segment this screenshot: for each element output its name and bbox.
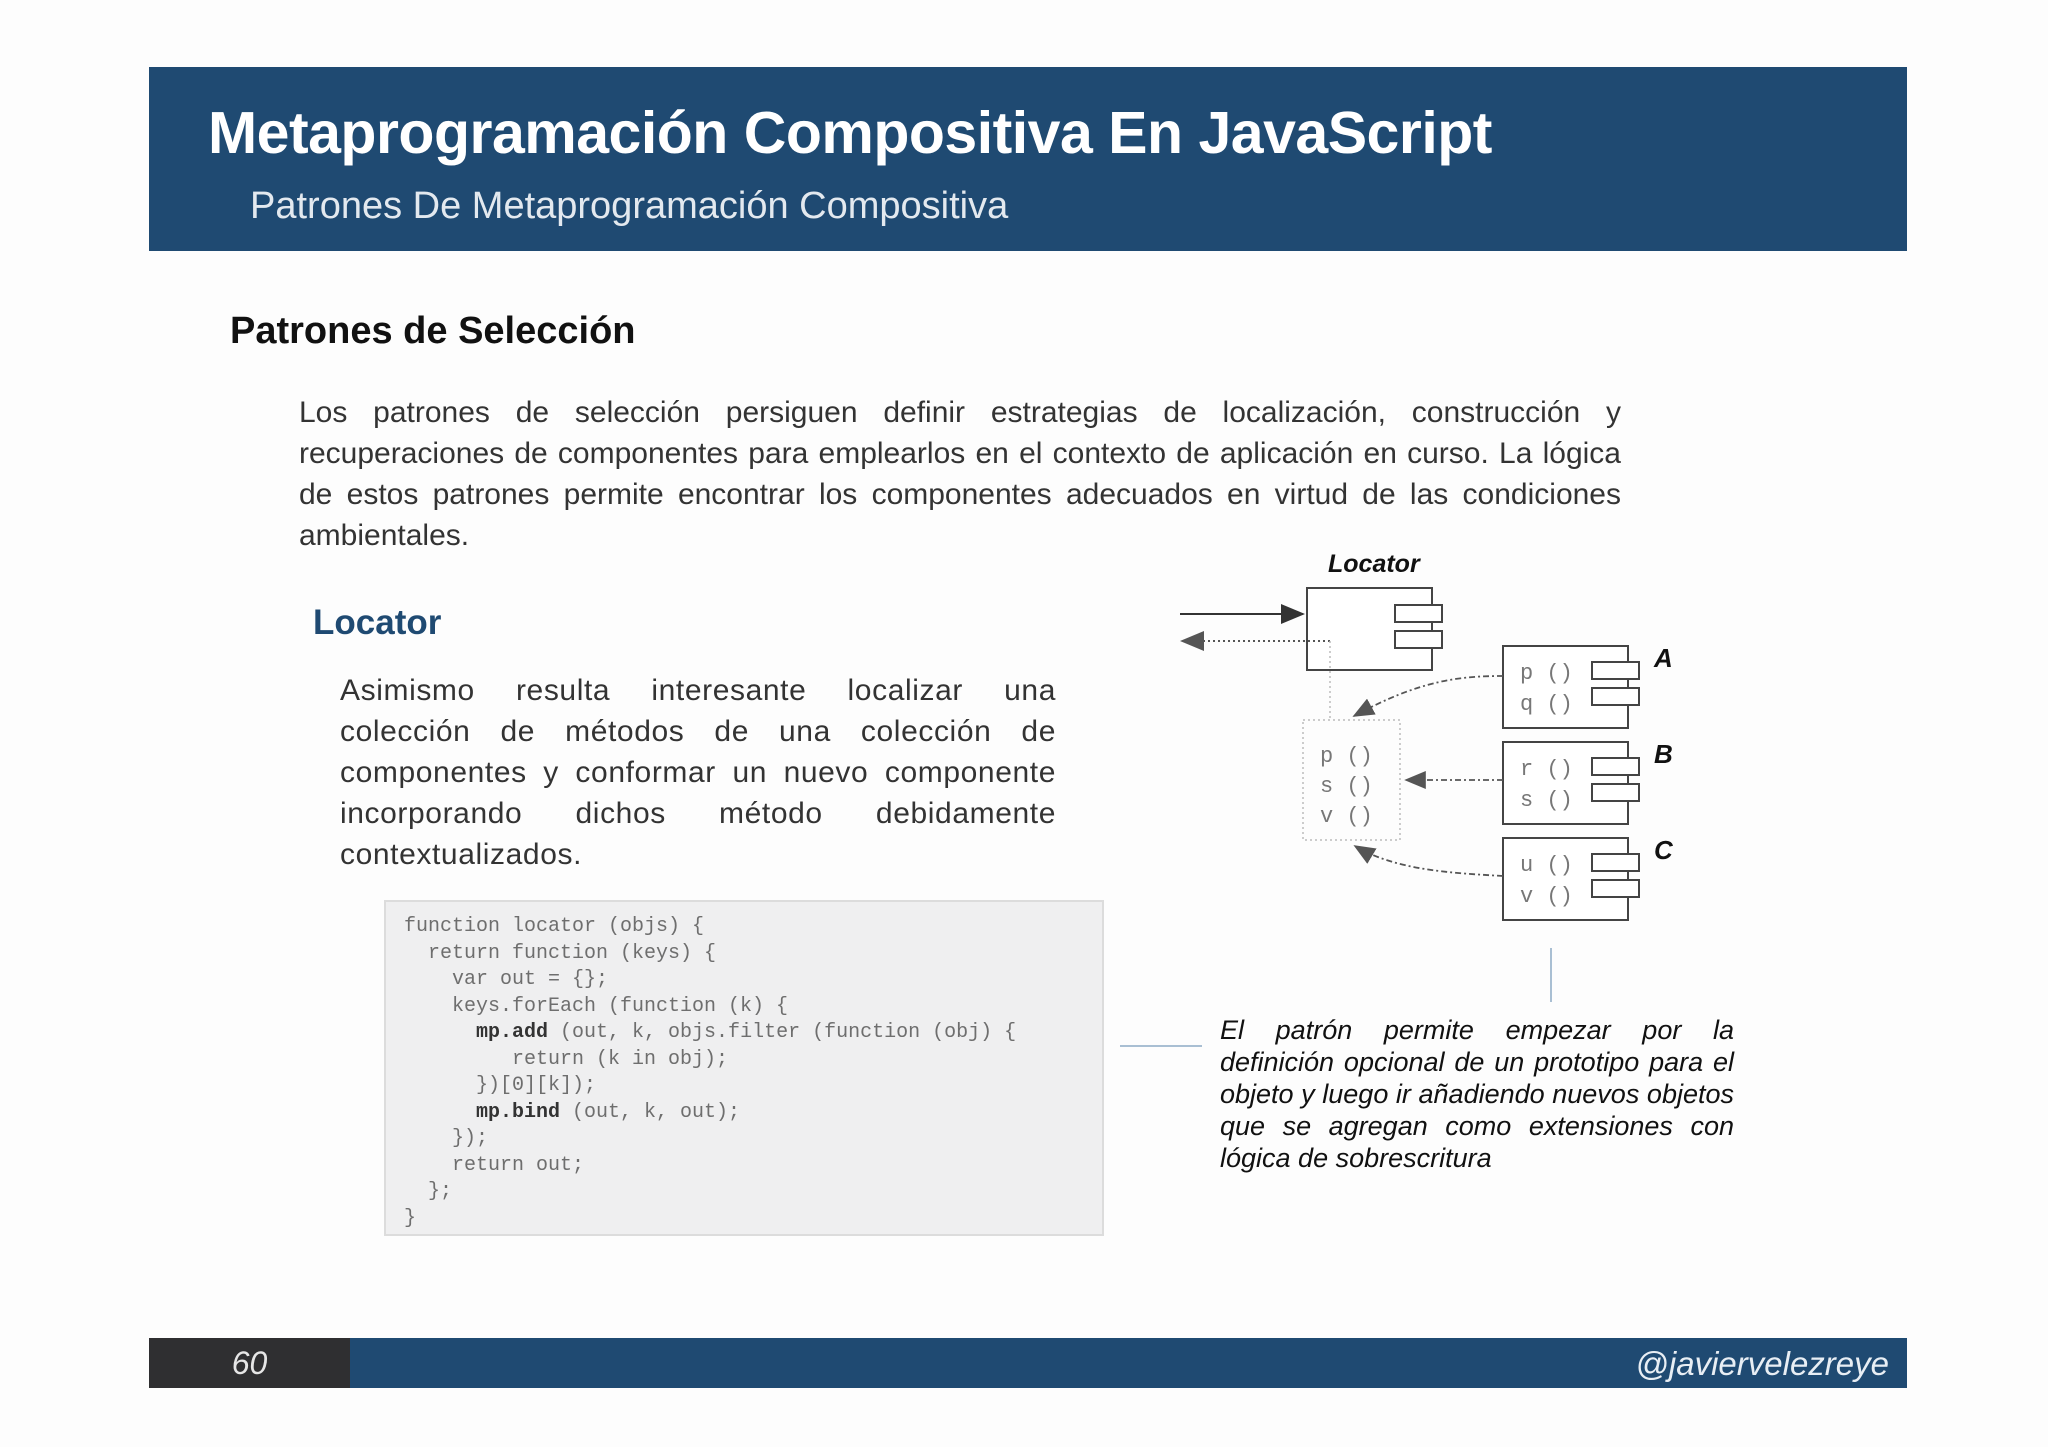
- code-line: })[0][k]);: [404, 1074, 597, 1097]
- locator-description: Asimismo resulta interesante localizar una colección de métodos de una colección de componentes y conformar un nuevo componente incorporando dichos método debidamente contextualizados.: [340, 674, 1056, 871]
- locator-component: [1307, 588, 1442, 670]
- component-c: [1503, 835, 1674, 920]
- slide-header: [149, 67, 1907, 251]
- component-method: r (): [1520, 757, 1573, 782]
- code-line: mp.bind (out, k, out);: [476, 1100, 741, 1124]
- code-line: return out;: [404, 1153, 585, 1177]
- component-a: [1503, 643, 1673, 728]
- diagram-title: Locator: [1328, 550, 1420, 578]
- page-number: 60: [231, 1345, 268, 1381]
- code-line: };: [404, 1180, 453, 1203]
- code-listing: [404, 914, 1016, 1232]
- pattern-note: El patrón permite empezar por la definición opcional de un prototipo para el objeto y luego ir añadiendo nuevos objetos que se agregan como extensiones con lógica de sobrescritura: [1220, 1015, 1734, 1173]
- page-number-box: [149, 1338, 350, 1388]
- code-line: });: [404, 1127, 489, 1150]
- code-line: keys.forEach (function (k) {: [404, 994, 789, 1018]
- component-b: [1503, 739, 1673, 824]
- code-line: var out = {};: [404, 968, 609, 991]
- slide-title: Metaprogramación Compositiva En JavaScript: [208, 100, 1492, 166]
- code-block: [384, 900, 1104, 1236]
- component-method: p (): [1520, 661, 1573, 686]
- component-label: C: [1654, 835, 1673, 865]
- code-line: function locator (objs) {: [404, 915, 705, 938]
- component-method: u (): [1520, 853, 1573, 878]
- component-label: A: [1654, 643, 1673, 673]
- composite-component: [1303, 720, 1400, 840]
- component-method: s (): [1520, 788, 1573, 813]
- slide-subtitle: Patrones De Metaprogramación Compositiva: [250, 185, 1009, 227]
- code-line: return (k in obj);: [404, 1047, 729, 1071]
- author-handle: @javiervelezreye: [1635, 1345, 1889, 1382]
- intro-paragraph: Los patrones de selección persiguen definir estrategias de localización, construcción y recuperaciones de componentes para emplearlos en el contexto de aplicación en curso. La lógica de estos patrones permite encontrar los componentes adecuados en virtud de las condiciones ambientales.: [299, 396, 1621, 552]
- locator-diagram: [1170, 540, 1710, 1020]
- selection-arrow-a: [1354, 676, 1503, 716]
- section-title: Patrones de Selección: [230, 310, 636, 352]
- code-line: mp.add (out, k, objs.filter (function (obj) {: [476, 1021, 1017, 1044]
- code-line: }: [404, 1206, 417, 1230]
- footer-bar: [350, 1338, 1907, 1388]
- component-method: q (): [1520, 692, 1573, 717]
- code-line: return function (keys) {: [404, 941, 717, 965]
- note-connector-line: [1120, 1045, 1202, 1047]
- composite-method: v (): [1320, 804, 1373, 829]
- component-label: B: [1654, 739, 1673, 769]
- composite-method: s (): [1320, 774, 1373, 799]
- component-method: v (): [1520, 884, 1573, 909]
- selection-arrow-c: [1355, 846, 1503, 876]
- locator-title: Locator: [313, 603, 442, 642]
- composite-method: p (): [1320, 744, 1373, 769]
